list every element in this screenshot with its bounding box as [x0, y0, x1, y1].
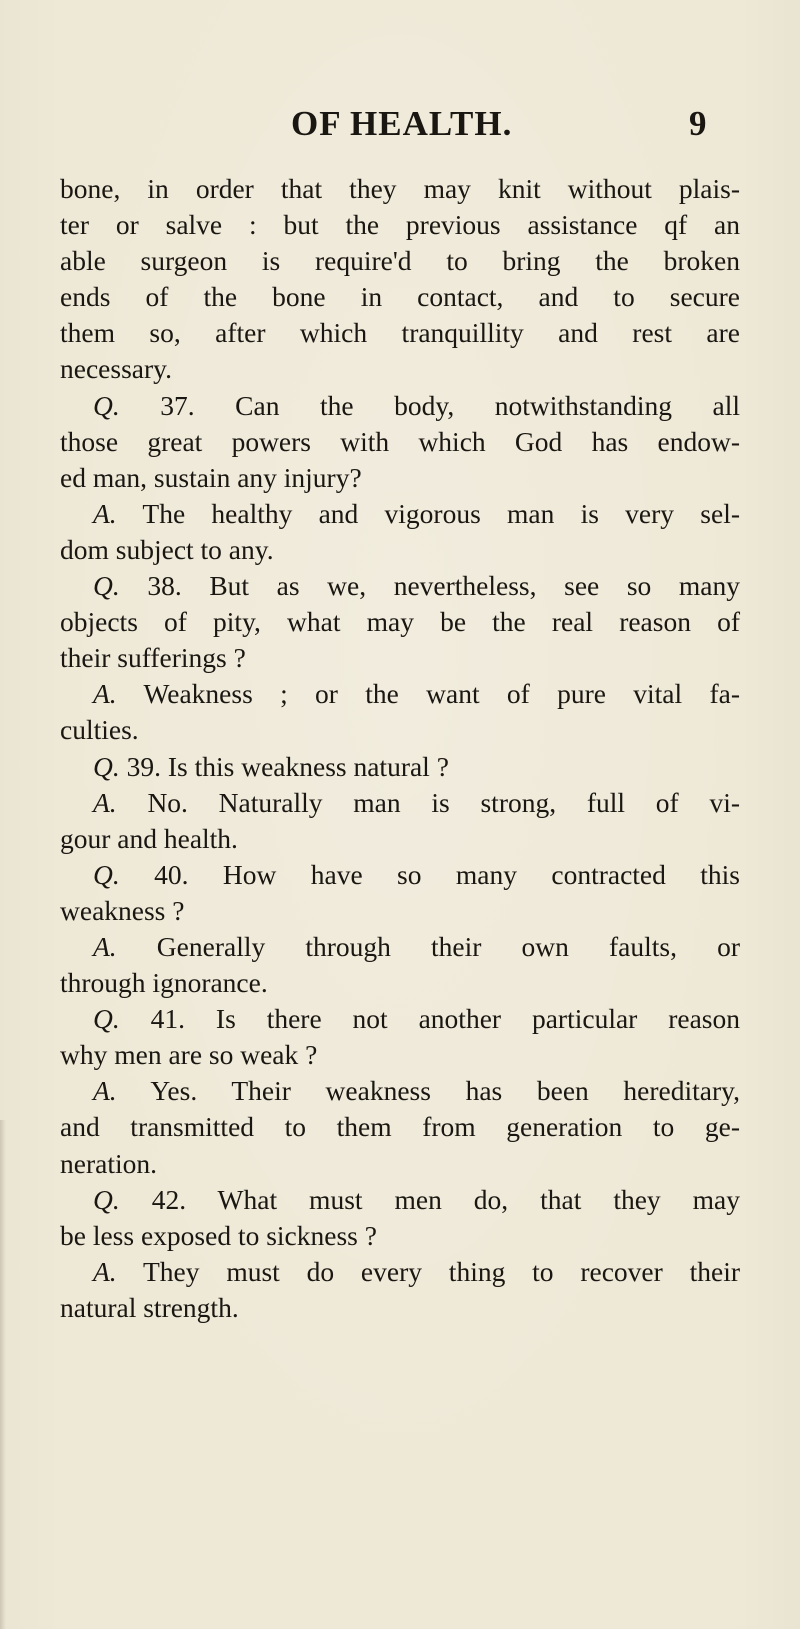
answer-marker: A.	[93, 1075, 117, 1107]
answer-marker: A.	[93, 497, 117, 529]
text-line: necessary.	[60, 353, 172, 385]
running-title: OF HEALTH.	[291, 104, 513, 143]
text-line: A. Generally through their own faults, or	[93, 930, 740, 962]
text-line: through ignorance.	[60, 967, 268, 999]
text-line: neration.	[60, 1147, 157, 1179]
page-number: 9	[689, 104, 707, 143]
text-line: Q. 38. But as we, nevertheless, see so many	[93, 570, 740, 602]
body-text	[60, 171, 740, 1326]
text-line: Q. 42. What must men do, that they may	[93, 1183, 740, 1215]
question-marker: Q.	[93, 1003, 120, 1035]
page-edge-shadow	[0, 1120, 6, 1629]
text-line: dom subject to any.	[60, 533, 274, 565]
text-line: A. Weakness ; or the want of pure vital fa-	[93, 678, 740, 710]
answer-marker: A.	[93, 1255, 117, 1287]
answer-marker: A.	[93, 786, 117, 818]
text-line: ends of the bone in contact, and to secure	[60, 281, 740, 313]
question-marker: Q.	[93, 389, 120, 421]
text-line: their sufferings ?	[60, 642, 246, 674]
text-line: bone, in order that they may knit without plais-	[60, 173, 740, 204]
text-line: ter or salve : but the previous assistance qf an	[60, 209, 740, 241]
answer-marker: A.	[93, 930, 117, 962]
text-line: those great powers with which God has endow-	[60, 425, 740, 457]
text-line: natural strength.	[60, 1291, 239, 1323]
text-line: Q. 41. Is there not another particular reason	[93, 1003, 740, 1035]
text-line: and transmitted to them from generation to ge-	[60, 1111, 740, 1143]
text-line: be less exposed to sickness ?	[60, 1219, 377, 1251]
text-line: Q. 39. Is this weakness natural ?	[93, 750, 449, 782]
text-line: weakness ?	[60, 894, 185, 926]
text-line: them so, after which tranquillity and rest are	[60, 317, 740, 349]
question-marker: Q.	[93, 750, 120, 782]
question-marker: Q.	[93, 1183, 120, 1215]
running-head	[0, 104, 800, 154]
text-line: able surgeon is requirе'd to bring the broken	[60, 245, 740, 277]
text-line: ed man, sustain any injury?	[60, 461, 362, 493]
text-line: Q. 37. Can the body, notwithstanding all	[93, 389, 740, 421]
text-line: A. They must do every thing to recover their	[93, 1255, 740, 1287]
text-line: A. No. Naturally man is strong, full of vi-	[93, 786, 740, 818]
question-marker: Q.	[93, 858, 120, 890]
text-line: objects of pity, what may be the real reason of	[60, 606, 740, 638]
text-line: why men are so weak ?	[60, 1039, 318, 1071]
question-marker: Q.	[93, 570, 120, 602]
text-line: culties.	[60, 714, 139, 746]
text-line: Q. 40. How have so many contracted this	[93, 858, 740, 890]
text-line: A. Yes. Their weakness has been hereditary,	[93, 1075, 740, 1107]
answer-marker: A.	[93, 678, 117, 710]
text-line: gour and health.	[60, 822, 238, 854]
text-line: A. The healthy and vigorous man is very sel-	[93, 497, 740, 529]
